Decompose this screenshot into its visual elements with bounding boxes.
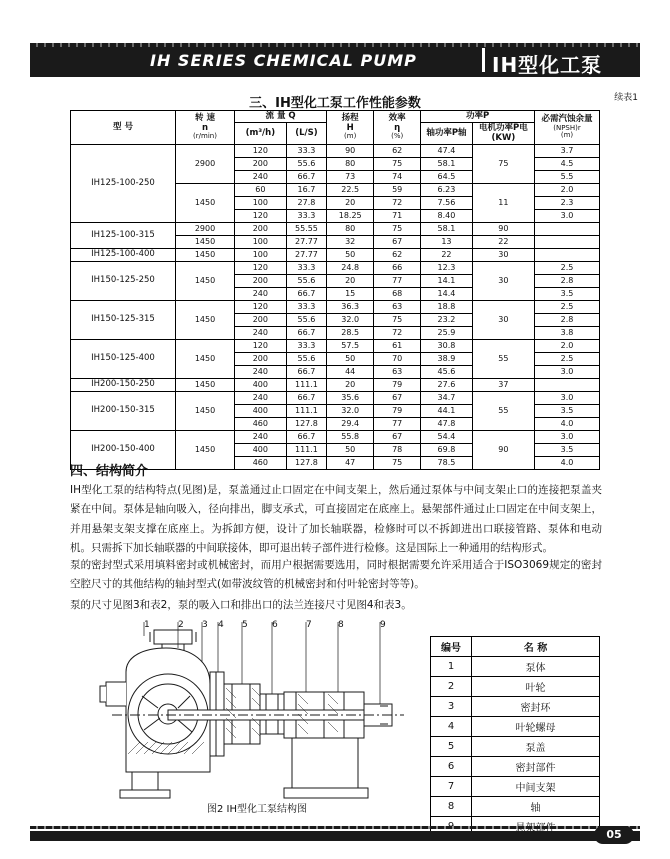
cell-flow-m3h: 460 — [235, 418, 287, 431]
parts-cell-no: 5 — [431, 737, 472, 757]
th-npsh — [535, 111, 600, 145]
th-head-unit: (m) — [344, 132, 357, 141]
cell-npsh: 4.5 — [535, 158, 600, 171]
th-eff-unit: (%) — [391, 132, 404, 141]
cell-speed: 1450 — [176, 184, 235, 223]
cell-flow-ls: 27.77 — [286, 249, 327, 262]
cell-npsh — [535, 223, 600, 236]
cell-flow-ls: 66.7 — [286, 392, 327, 405]
th-speed — [176, 111, 235, 145]
parts-cell-name: 密封部件 — [472, 757, 600, 777]
cell-npsh: 3.5 — [535, 444, 600, 457]
cell-flow-m3h: 100 — [235, 197, 287, 210]
parts-cell-no: 4 — [431, 717, 472, 737]
table-row — [71, 262, 600, 275]
cell-head: 44 — [327, 366, 374, 379]
cell-power-shaft: 14.4 — [421, 288, 473, 301]
cell-model: IH125-100-400 — [71, 249, 176, 262]
cell-power-shaft: 58.1 — [421, 158, 473, 171]
cell-flow-m3h: 240 — [235, 327, 287, 340]
page-number: 05 — [594, 826, 634, 844]
th-flow-m3h: (m³/h) — [235, 123, 287, 145]
table-row — [71, 431, 600, 444]
cell-speed: 1450 — [176, 301, 235, 340]
parts-cell-name: 泵盖 — [472, 737, 600, 757]
cell-speed: 2900 — [176, 223, 235, 236]
parts-row — [431, 757, 600, 777]
banner-title-chinese: IH型化工泵 — [492, 53, 603, 77]
cell-flow-ls: 127.8 — [286, 418, 327, 431]
cell-npsh: 3.0 — [535, 210, 600, 223]
cell-efficiency: 63 — [374, 301, 421, 314]
cell-flow-ls: 111.1 — [286, 444, 327, 457]
cell-power-shaft: 47.8 — [421, 418, 473, 431]
parts-cell-name: 叶轮 — [472, 677, 600, 697]
parts-row — [431, 697, 600, 717]
cell-power-shaft: 69.8 — [421, 444, 473, 457]
section-4-paragraph-2: 泵的密封型式采用填料密封或机械密封，而用户根据需要选用，同时根据需要允许采用适合于ISO3069规定的密封空腔尺寸的其他结构的轴封型式(如带波纹管的机械密封和付叶轮密封等等)。 — [70, 559, 602, 591]
cell-flow-ls: 66.7 — [286, 288, 327, 301]
th-head — [327, 111, 374, 145]
th-head-label: 扬程 — [341, 113, 359, 124]
cell-efficiency: 61 — [374, 340, 421, 353]
cell-power-shaft: 12.3 — [421, 262, 473, 275]
th-npsh-symbol: (NPSH)r — [553, 123, 581, 132]
cell-flow-m3h: 400 — [235, 444, 287, 457]
cell-efficiency: 71 — [374, 210, 421, 223]
cell-power-shaft: 54.4 — [421, 431, 473, 444]
cell-speed: 1450 — [176, 340, 235, 379]
banner-stripe — [30, 43, 640, 47]
cell-power-shaft: 6.23 — [421, 184, 473, 197]
table-row — [71, 340, 600, 353]
cell-power-shaft: 44.1 — [421, 405, 473, 418]
parts-cell-no: 1 — [431, 657, 472, 677]
cell-flow-ls: 111.1 — [286, 379, 327, 392]
th-power-motor — [472, 123, 534, 145]
cell-power-shaft: 13 — [421, 236, 473, 249]
cell-model: IH150-125-250 — [71, 262, 176, 301]
table-row — [71, 249, 600, 262]
cell-flow-m3h: 200 — [235, 158, 287, 171]
cell-npsh: 2.0 — [535, 184, 600, 197]
table-row — [71, 392, 600, 405]
cell-flow-m3h: 240 — [235, 366, 287, 379]
parts-row — [431, 777, 600, 797]
cell-power-motor: 90 — [472, 431, 534, 470]
th-power-shaft — [421, 123, 473, 145]
table-continued-note: 续表1 — [614, 93, 638, 103]
parts-cell-name: 泵体 — [472, 657, 600, 677]
parts-list-body — [431, 657, 600, 837]
figure-caption: 图2 IH型化工泵结构图 — [206, 804, 307, 815]
pump-structure-drawing — [92, 622, 412, 812]
cell-head: 28.5 — [327, 327, 374, 340]
parts-cell-no: 7 — [431, 777, 472, 797]
table-row — [71, 223, 600, 236]
parts-row — [431, 737, 600, 757]
cell-model: IH150-125-315 — [71, 301, 176, 340]
parts-cell-no: 8 — [431, 797, 472, 817]
cell-power-motor: 30 — [472, 301, 534, 340]
cell-model: IH150-125-400 — [71, 340, 176, 379]
cell-npsh: 3.7 — [535, 145, 600, 158]
cell-power-motor: 55 — [472, 392, 534, 431]
cell-npsh: 2.3 — [535, 197, 600, 210]
parts-row — [431, 657, 600, 677]
cell-flow-ls: 33.3 — [286, 262, 327, 275]
cell-flow-ls: 33.3 — [286, 145, 327, 158]
cell-head: 73 — [327, 171, 374, 184]
cell-flow-ls: 55.6 — [286, 275, 327, 288]
cell-npsh: 3.5 — [535, 405, 600, 418]
cell-head: 32.0 — [327, 314, 374, 327]
cell-head: 47 — [327, 457, 374, 470]
cell-efficiency: 67 — [374, 236, 421, 249]
cell-power-shaft: 58.1 — [421, 223, 473, 236]
cell-npsh: 2.8 — [535, 275, 600, 288]
th-npsh-unit: (m) — [560, 131, 574, 140]
cell-efficiency: 70 — [374, 353, 421, 366]
cell-efficiency: 62 — [374, 249, 421, 262]
parts-row — [431, 677, 600, 697]
th-power-label: 功率P — [465, 111, 490, 121]
cell-head: 32 — [327, 236, 374, 249]
footer-bar — [30, 831, 640, 841]
cell-power-shaft: 64.5 — [421, 171, 473, 184]
cell-head: 18.25 — [327, 210, 374, 223]
cell-flow-ls: 55.55 — [286, 223, 327, 236]
cell-power-shaft: 14.1 — [421, 275, 473, 288]
footer-stripe — [30, 826, 640, 829]
cell-efficiency: 75 — [374, 158, 421, 171]
cell-flow-m3h: 120 — [235, 145, 287, 158]
cell-npsh — [535, 379, 600, 392]
cell-power-motor: 22 — [472, 236, 534, 249]
callout-number: 5 — [242, 620, 248, 630]
cell-model: IH200-150-315 — [71, 392, 176, 431]
parts-cell-name: 中间支架 — [472, 777, 600, 797]
cell-head: 20 — [327, 379, 374, 392]
cell-efficiency: 77 — [374, 275, 421, 288]
table-row — [71, 379, 600, 392]
cell-npsh: 2.8 — [535, 314, 600, 327]
cell-power-shaft: 47.4 — [421, 145, 473, 158]
cell-model: IH200-150-400 — [71, 431, 176, 470]
cell-flow-ls: 27.8 — [286, 197, 327, 210]
parts-row — [431, 717, 600, 737]
cell-head: 50 — [327, 353, 374, 366]
th-power-shaft-label: 轴功率P轴 — [426, 128, 467, 139]
section-4-paragraph-3: 泵的尺寸见图3和表2，泵的吸入口和排出口的法兰连接尺寸见图4和表3。 — [70, 599, 412, 611]
th-npsh-label: 必需汽蚀余量 — [541, 114, 593, 125]
cell-flow-m3h: 400 — [235, 405, 287, 418]
cell-head: 90 — [327, 145, 374, 158]
cell-efficiency: 79 — [374, 405, 421, 418]
cell-efficiency: 72 — [374, 197, 421, 210]
performance-table-wrapper — [70, 110, 600, 470]
cell-efficiency: 74 — [374, 171, 421, 184]
cell-power-shaft: 78.5 — [421, 457, 473, 470]
th-speed-symbol: n — [201, 122, 209, 133]
cell-power-motor: 11 — [472, 184, 534, 223]
th-speed-label: 转 速 — [195, 113, 215, 124]
th-flow-ls: (L/S) — [286, 123, 327, 145]
cell-power-shaft: 25.9 — [421, 327, 473, 340]
performance-table-body — [71, 145, 600, 470]
cell-npsh: 4.0 — [535, 457, 600, 470]
cell-power-shaft: 8.40 — [421, 210, 473, 223]
cell-npsh: 2.5 — [535, 262, 600, 275]
cell-head: 20 — [327, 275, 374, 288]
callout-number: 8 — [338, 620, 344, 630]
cell-head: 50 — [327, 444, 374, 457]
cell-npsh: 3.0 — [535, 431, 600, 444]
cell-flow-ls: 55.6 — [286, 158, 327, 171]
cell-power-shaft: 27.6 — [421, 379, 473, 392]
parts-cell-no: 2 — [431, 677, 472, 697]
callout-number: 1 — [144, 620, 150, 630]
cell-power-shaft: 30.8 — [421, 340, 473, 353]
cell-speed: 2900 — [176, 145, 235, 184]
cell-speed: 1450 — [176, 236, 235, 249]
cell-flow-ls: 33.3 — [286, 210, 327, 223]
callout-number: 2 — [178, 620, 184, 630]
cell-power-motor: 30 — [472, 249, 534, 262]
cell-flow-m3h: 200 — [235, 353, 287, 366]
cell-flow-ls: 66.7 — [286, 431, 327, 444]
cell-model: IH125-100-315 — [71, 223, 176, 249]
cell-npsh: 3.0 — [535, 366, 600, 379]
cell-flow-ls: 55.6 — [286, 353, 327, 366]
cell-flow-ls: 127.8 — [286, 457, 327, 470]
cell-power-motor: 55 — [472, 340, 534, 379]
cell-efficiency: 59 — [374, 184, 421, 197]
parts-cell-no: 3 — [431, 697, 472, 717]
th-efficiency — [374, 111, 421, 145]
cell-head: 32.0 — [327, 405, 374, 418]
cell-head: 55.8 — [327, 431, 374, 444]
cell-model: IH125-100-250 — [71, 145, 176, 223]
cell-model: IH200-150-250 — [71, 379, 176, 392]
parts-list-table — [430, 636, 600, 837]
cell-flow-m3h: 240 — [235, 431, 287, 444]
cell-npsh: 3.5 — [535, 288, 600, 301]
cell-power-shaft: 38.9 — [421, 353, 473, 366]
callout-number: 4 — [218, 620, 224, 630]
th-power-unit: (KW) — [491, 132, 516, 143]
cell-flow-ls: 111.1 — [286, 405, 327, 418]
cell-flow-m3h: 120 — [235, 262, 287, 275]
cell-efficiency: 75 — [374, 223, 421, 236]
parts-cell-name: 轴 — [472, 797, 600, 817]
th-head-symbol: H — [346, 122, 354, 133]
section-4-paragraph-1: IH型化工泵的结构特点(见图)是，泵盖通过止口固定在中间支架上，然后通过泵体与中间支架止口的连接把泵盖夹紧在中间。泵体是轴向吸入，径向排出，脚支承式，可直接固定在底座上。悬架部件通过止口固定在中间支架上，并用悬架支架支撑在底座上。为拆卸方便，设计了加长轴联器，检修时可以不拆卸进出口联接管路、泵体和电动机。只需拆下加长轴联器的中间联接体，即可退出转子部件进行检修。这是国际上一种通用的结构形式。 — [70, 484, 602, 555]
cell-flow-m3h: 200 — [235, 275, 287, 288]
cell-flow-m3h: 100 — [235, 236, 287, 249]
cell-flow-m3h: 100 — [235, 249, 287, 262]
parts-row — [431, 797, 600, 817]
cell-efficiency: 67 — [374, 392, 421, 405]
cell-speed: 1450 — [176, 249, 235, 262]
table-row — [71, 301, 600, 314]
cell-flow-ls: 55.6 — [286, 314, 327, 327]
cell-npsh: 5.5 — [535, 171, 600, 184]
cell-efficiency: 75 — [374, 457, 421, 470]
cell-power-shaft: 23.2 — [421, 314, 473, 327]
cell-efficiency: 66 — [374, 262, 421, 275]
cell-npsh: 2.0 — [535, 340, 600, 353]
cell-power-shaft: 22 — [421, 249, 473, 262]
cell-head: 22.5 — [327, 184, 374, 197]
cell-flow-m3h: 400 — [235, 379, 287, 392]
cell-flow-ls: 16.7 — [286, 184, 327, 197]
cell-flow-m3h: 240 — [235, 288, 287, 301]
banner-divider — [482, 48, 485, 72]
performance-table — [70, 110, 600, 470]
cell-speed: 1450 — [176, 262, 235, 301]
parts-cell-no: 6 — [431, 757, 472, 777]
parts-th-no: 编号 — [431, 637, 472, 657]
th-model: 型 号 — [71, 111, 176, 145]
cell-head: 80 — [327, 223, 374, 236]
section-4-title: 四、结构简介 — [70, 464, 149, 479]
cell-head: 20 — [327, 197, 374, 210]
cell-flow-m3h: 240 — [235, 171, 287, 184]
cell-npsh — [535, 236, 600, 249]
cell-power-motor: 37 — [472, 379, 534, 392]
cell-efficiency: 79 — [374, 379, 421, 392]
cell-efficiency: 75 — [374, 314, 421, 327]
cell-efficiency: 62 — [374, 145, 421, 158]
cell-npsh: 2.5 — [535, 301, 600, 314]
cell-power-shaft: 7.56 — [421, 197, 473, 210]
cell-head: 50 — [327, 249, 374, 262]
cell-flow-ls: 33.3 — [286, 301, 327, 314]
pump-structure-svg — [92, 622, 412, 812]
cell-power-shaft: 45.6 — [421, 366, 473, 379]
banner-title-english: IH SERIES CHEMICAL PUMP — [150, 51, 417, 70]
th-flow: 流 量 Q — [235, 111, 327, 123]
page-header-banner — [30, 43, 640, 77]
callout-number: 7 — [306, 620, 312, 630]
cell-head: 24.8 — [327, 262, 374, 275]
cell-efficiency: 67 — [374, 431, 421, 444]
cell-npsh: 3.8 — [535, 327, 600, 340]
th-speed-unit: (r/min) — [193, 132, 217, 141]
cell-power-motor: 90 — [472, 223, 534, 236]
cell-head: 29.4 — [327, 418, 374, 431]
cell-npsh: 3.0 — [535, 392, 600, 405]
callout-number: 3 — [202, 620, 208, 630]
cell-npsh — [535, 249, 600, 262]
parts-cell-name: 密封环 — [472, 697, 600, 717]
cell-flow-ls: 66.7 — [286, 366, 327, 379]
cell-head: 35.6 — [327, 392, 374, 405]
cell-flow-m3h: 120 — [235, 301, 287, 314]
cell-flow-m3h: 200 — [235, 223, 287, 236]
th-power-motor-label: 电机功率P电 — [478, 123, 528, 134]
cell-flow-m3h: 200 — [235, 314, 287, 327]
th-power — [421, 111, 535, 123]
cell-efficiency: 78 — [374, 444, 421, 457]
callout-number: 6 — [272, 620, 278, 630]
cell-flow-m3h: 460 — [235, 457, 287, 470]
cell-efficiency: 68 — [374, 288, 421, 301]
cell-speed: 1450 — [176, 431, 235, 470]
callout-number: 9 — [380, 620, 386, 630]
table-row — [71, 145, 600, 158]
cell-npsh: 2.5 — [535, 353, 600, 366]
cell-efficiency: 72 — [374, 327, 421, 340]
cell-head: 80 — [327, 158, 374, 171]
cell-flow-m3h: 120 — [235, 210, 287, 223]
cell-efficiency: 77 — [374, 418, 421, 431]
cell-flow-m3h: 120 — [235, 340, 287, 353]
cell-power-motor: 75 — [472, 145, 534, 184]
th-eff-label: 效率 — [388, 113, 406, 124]
cell-efficiency: 63 — [374, 366, 421, 379]
cell-head: 36.3 — [327, 301, 374, 314]
cell-head: 15 — [327, 288, 374, 301]
section-3-title: 三、IH型化工泵工作性能参数 — [249, 96, 421, 111]
cell-power-shaft: 34.7 — [421, 392, 473, 405]
parts-th-name: 名 称 — [472, 637, 600, 657]
cell-flow-m3h: 240 — [235, 392, 287, 405]
cell-npsh: 4.0 — [535, 418, 600, 431]
cell-flow-m3h: 60 — [235, 184, 287, 197]
cell-speed: 1450 — [176, 392, 235, 431]
cell-flow-ls: 66.7 — [286, 171, 327, 184]
cell-speed: 1450 — [176, 379, 235, 392]
cell-power-shaft: 18.8 — [421, 301, 473, 314]
th-eff-symbol: η — [394, 122, 401, 133]
cell-flow-ls: 66.7 — [286, 327, 327, 340]
cell-flow-ls: 27.77 — [286, 236, 327, 249]
cell-flow-ls: 33.3 — [286, 340, 327, 353]
cell-head: 57.5 — [327, 340, 374, 353]
parts-cell-name: 叶轮螺母 — [472, 717, 600, 737]
cell-power-motor: 30 — [472, 262, 534, 301]
